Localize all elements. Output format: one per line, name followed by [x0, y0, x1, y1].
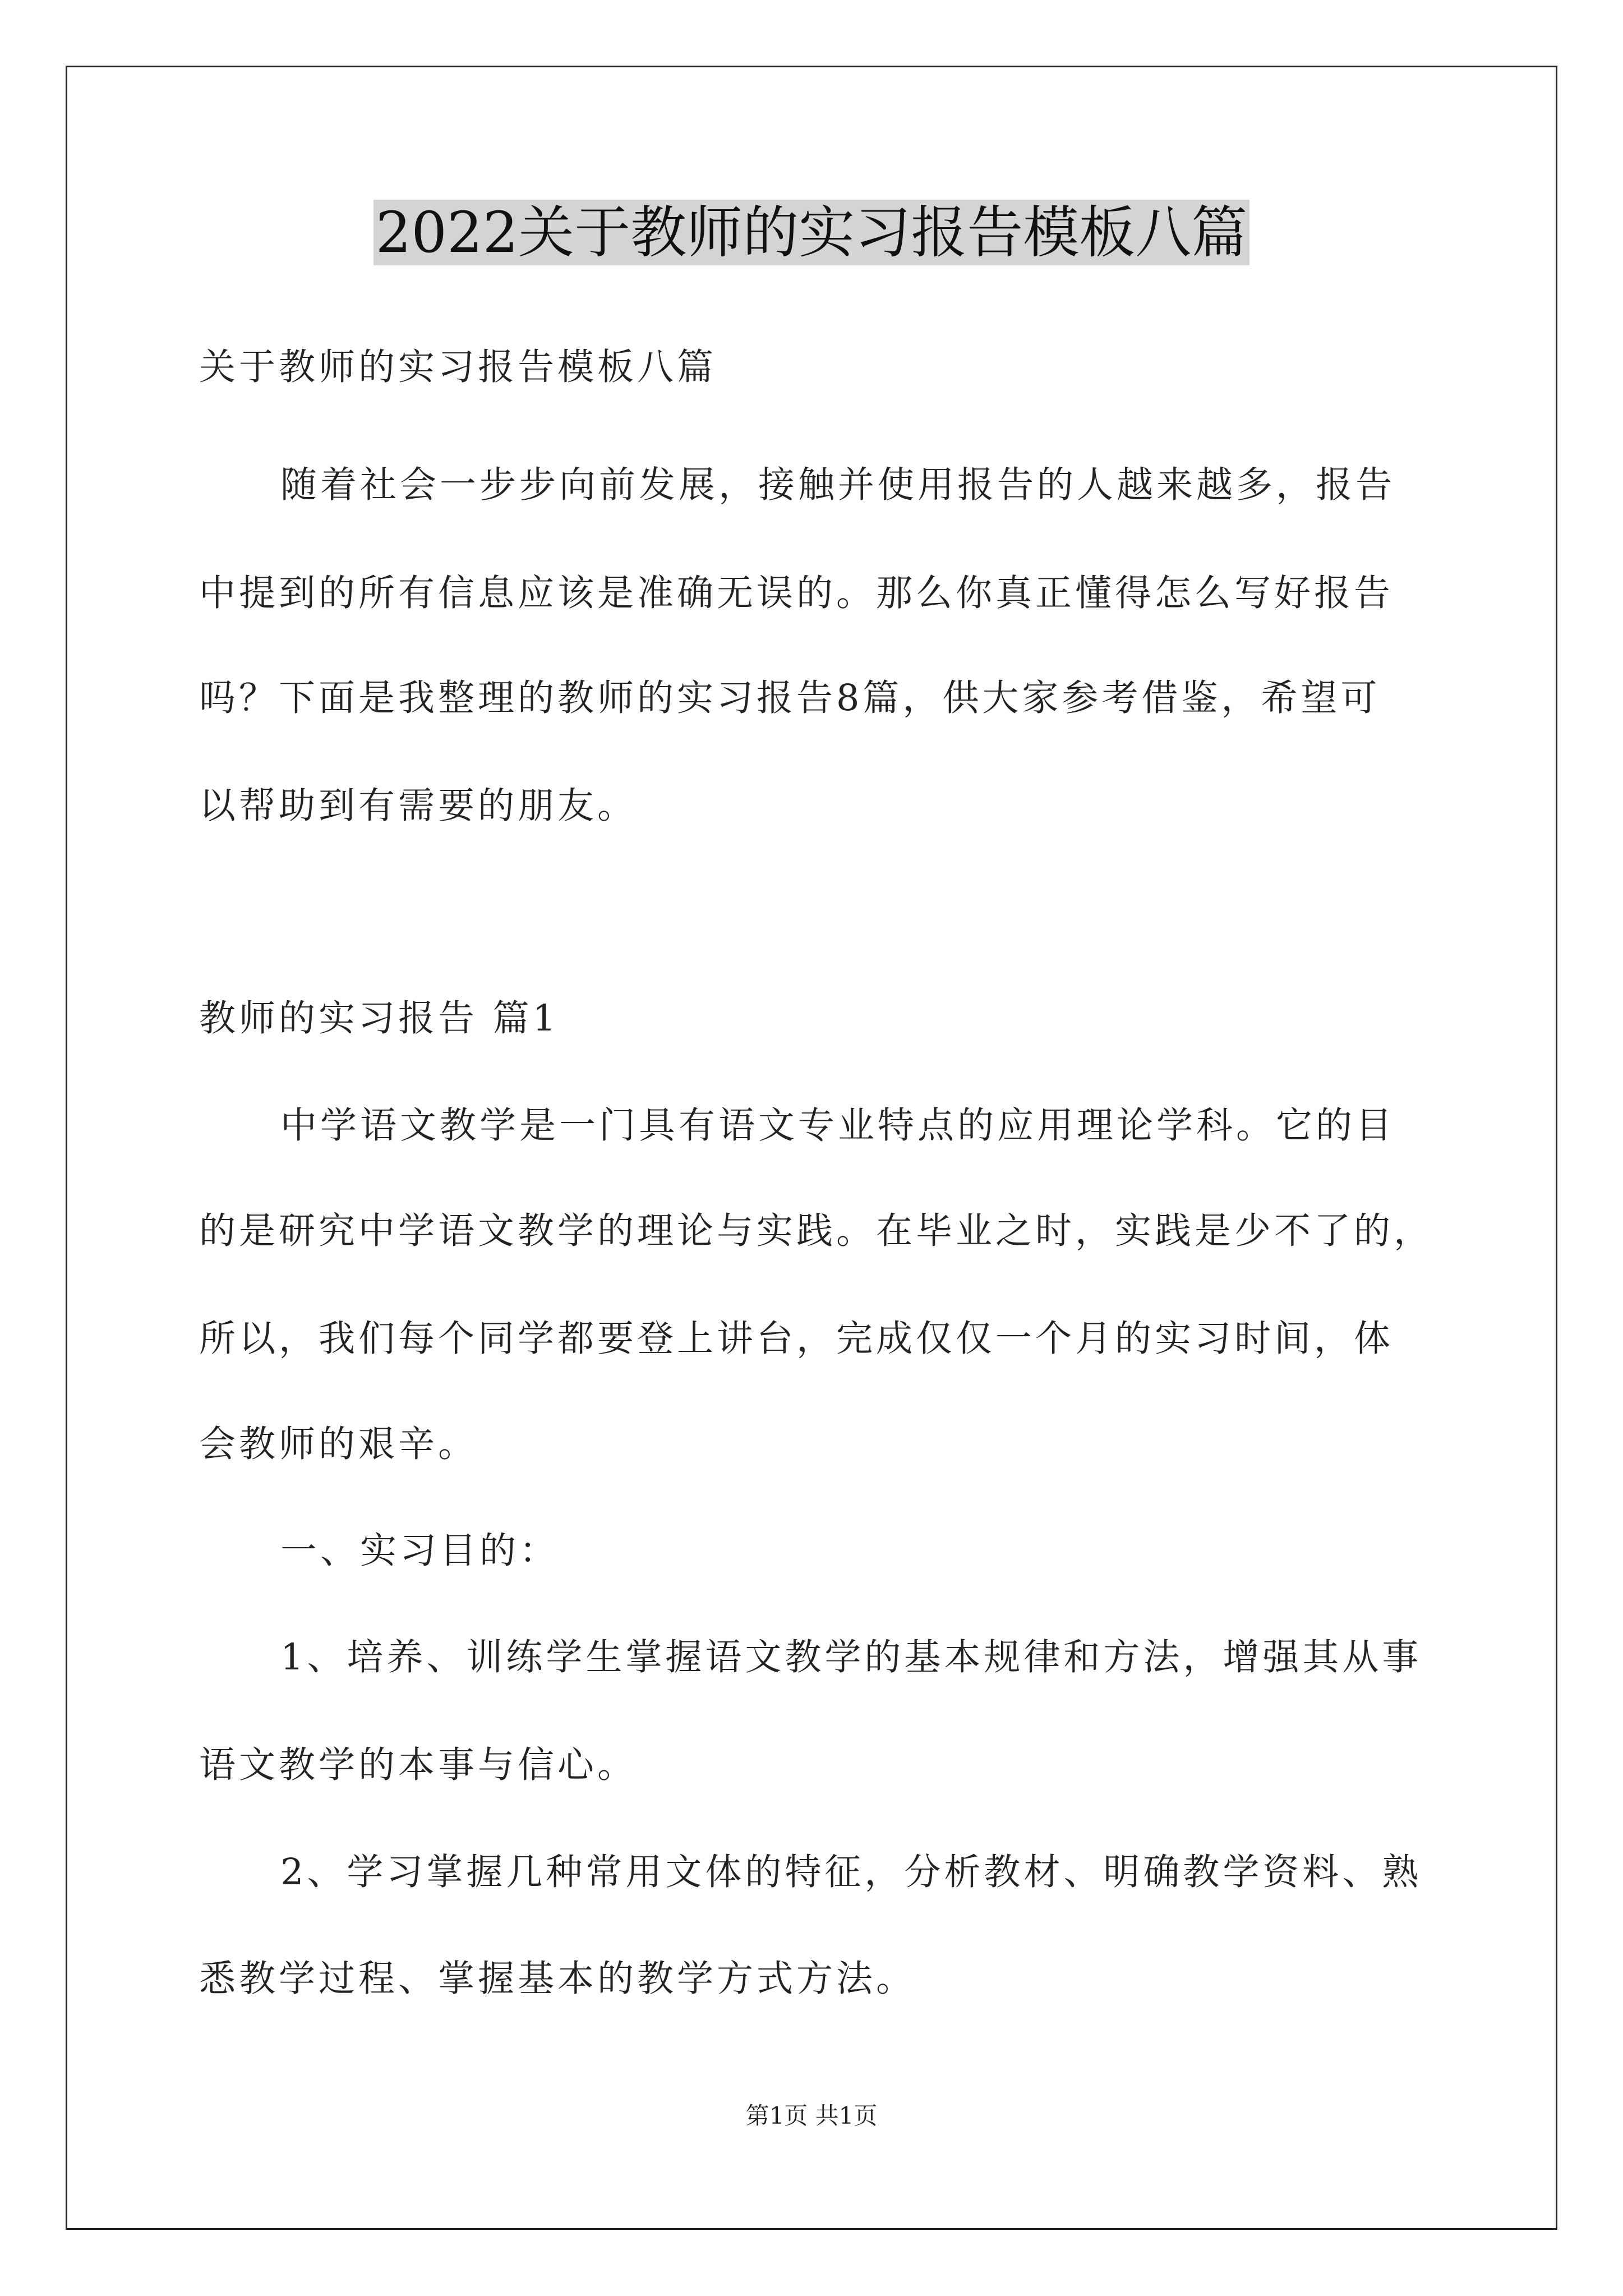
- document-subtitle: 关于教师的实习报告模板八篇: [199, 346, 717, 388]
- document-title-text: 2022关于教师的实习报告模板八篇: [374, 200, 1250, 265]
- section-line: 会教师的艰辛。: [199, 1423, 478, 1465]
- intro-line: 中提到的所有信息应该是准确无误的。那么你真正懂得怎么写好报告: [199, 572, 1394, 614]
- section-line: 所以，我们每个同学都要登上讲台，完成仅仅一个月的实习时间，体: [199, 1318, 1394, 1360]
- intro-line: 吗？下面是我整理的教师的实习报告8篇，供大家参考借鉴，希望可: [199, 677, 1381, 719]
- section-line: 中学语文教学是一门具有语文专业特点的应用理论学科。它的目: [280, 1105, 1396, 1147]
- section-line: 的是研究中学语文教学的理论与实践。在毕业之时，实践是少不了的，: [199, 1210, 1434, 1252]
- intro-line: 以帮助到有需要的朋友。: [199, 785, 638, 827]
- list-item-line: 1、培养、训练学生掌握语文教学的基本规律和方法，增强其从事: [280, 1636, 1422, 1678]
- intro-line: 随着社会一步步向前发展，接触并使用报告的人越来越多，报告: [280, 464, 1396, 506]
- list-item-line: 2、学习掌握几种常用文体的特征，分析教材、明确教学资料、熟: [280, 1851, 1422, 1893]
- purpose-heading: 一、实习目的：: [280, 1530, 560, 1572]
- page-footer: 第1页 共1页: [745, 2102, 878, 2129]
- list-item-line: 悉教学过程、掌握基本的教学方式方法。: [199, 1958, 916, 2000]
- document-title: [0, 191, 1623, 275]
- section-heading: 教师的实习报告 篇1: [199, 997, 560, 1039]
- list-item-line: 语文教学的本事与信心。: [199, 1744, 638, 1786]
